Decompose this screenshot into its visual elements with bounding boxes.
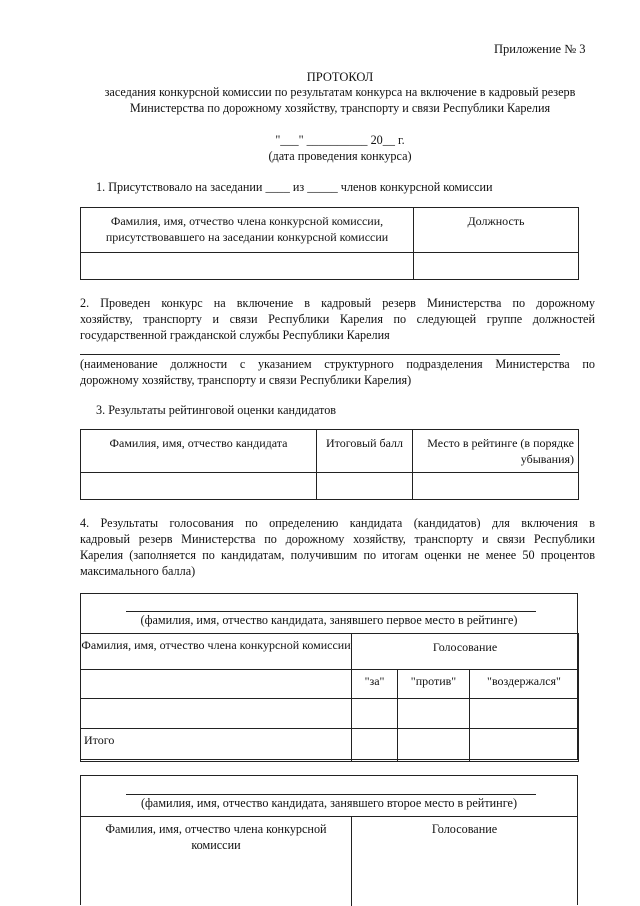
section-2-line-1: 2. Проведен конкурс на включение в кадровый резерв Министерства по дорожному — [80, 296, 595, 310]
attendance-col-name: Фамилия, имя, отчество члена конкурсной комиссии, присутствовавшего на заседании конкурсной комиссии — [81, 208, 414, 253]
rating-cell — [317, 473, 413, 500]
section-2-line-3: государственной гражданской службы Республики Карелия — [80, 328, 390, 342]
voting-cell — [352, 729, 398, 762]
date-caption: (дата проведения конкурса) — [268, 149, 412, 163]
voting-cell — [470, 729, 579, 762]
section-1-text: 1. Присутствовало на заседании ____ из _____ членов конкурсной комиссии — [96, 180, 493, 194]
position-fill-line — [80, 354, 560, 355]
voting-table-second — [80, 775, 578, 905]
voting-table-first — [80, 593, 578, 760]
voting-grid-first — [80, 633, 579, 762]
rating-table — [80, 429, 579, 500]
section-4-line-1: 4. Результаты голосования по определению кандидата (кандидатов) для включения в — [80, 516, 595, 530]
section-4-line-2: кадровый резерв Министерства по дорожному хозяйству, транспорту и связи Республики — [80, 532, 595, 546]
candidate-2-fill-line — [126, 794, 536, 795]
section-4-line-4: максимального балла) — [80, 564, 196, 578]
date-line: "___" __________ 20__ г. — [275, 133, 405, 147]
candidate-1-caption: (фамилия, имя, отчество кандидата, занявшего первое место в рейтинге) — [140, 613, 518, 627]
vote-against-label: "против" — [398, 670, 470, 699]
rating-col-place: Место в рейтинге (в порядке убывания) — [413, 430, 579, 473]
voting-total-label: Итого — [81, 729, 352, 762]
vote-for-label: "за" — [352, 670, 398, 699]
candidate-2-caption: (фамилия, имя, отчество кандидата, занявшего второе место в рейтинге) — [140, 796, 518, 810]
rating-cell — [413, 473, 579, 500]
voting-cell — [352, 699, 398, 729]
rating-col-name: Фамилия, имя, отчество кандидата — [81, 430, 317, 473]
candidate-1-fill-line — [126, 611, 536, 612]
voting-cell — [398, 729, 470, 762]
document-heading: ПРОТОКОЛ — [306, 70, 374, 84]
title-line-1: заседания конкурсной комиссии по результатам конкурса на включение в кадровый резерв — [104, 85, 576, 99]
title-line-2: Министерства по дорожному хозяйству, транспорту и связи Республики Карелия — [129, 101, 551, 115]
appendix-label: Приложение № 3 — [494, 42, 586, 56]
section-2-line-2: хозяйству, транспорту и связи Республики Карелия по следующей группе должностей — [80, 312, 595, 326]
voting-col-member: Фамилия, имя, отчество члена конкурсной комиссии — [81, 634, 352, 670]
section-4-line-3: Карелия (заполняется по кандидатам, получившим по итогам оценки не менее 50 процентов — [80, 548, 595, 562]
rating-cell — [81, 473, 317, 500]
section-2-caption-1: (наименование должности с указанием структурного подразделения Министерства по — [80, 357, 595, 371]
section-2-caption-2: дорожному хозяйству, транспорту и связи Республики Карелия) — [80, 373, 412, 387]
voting-2-col-member: Фамилия, имя, отчество члена конкурсной комиссии — [105, 822, 327, 852]
voting-cell — [81, 699, 352, 729]
voting-cell — [470, 699, 579, 729]
vote-abstain-label: "воздержался" — [470, 670, 579, 699]
rating-col-score: Итоговый балл — [317, 430, 413, 473]
attendance-table — [80, 207, 579, 280]
voting-table-second-divider — [81, 816, 577, 817]
voting-member-cell — [81, 670, 352, 699]
attendance-cell — [414, 253, 579, 280]
voting-col-vote: Голосование — [352, 634, 579, 670]
attendance-col-position: Должность — [414, 208, 579, 253]
voting-2-col-vote: Голосование — [431, 822, 498, 836]
voting-cell — [398, 699, 470, 729]
attendance-cell — [81, 253, 414, 280]
section-3-text: 3. Результаты рейтинговой оценки кандидатов — [96, 403, 337, 417]
